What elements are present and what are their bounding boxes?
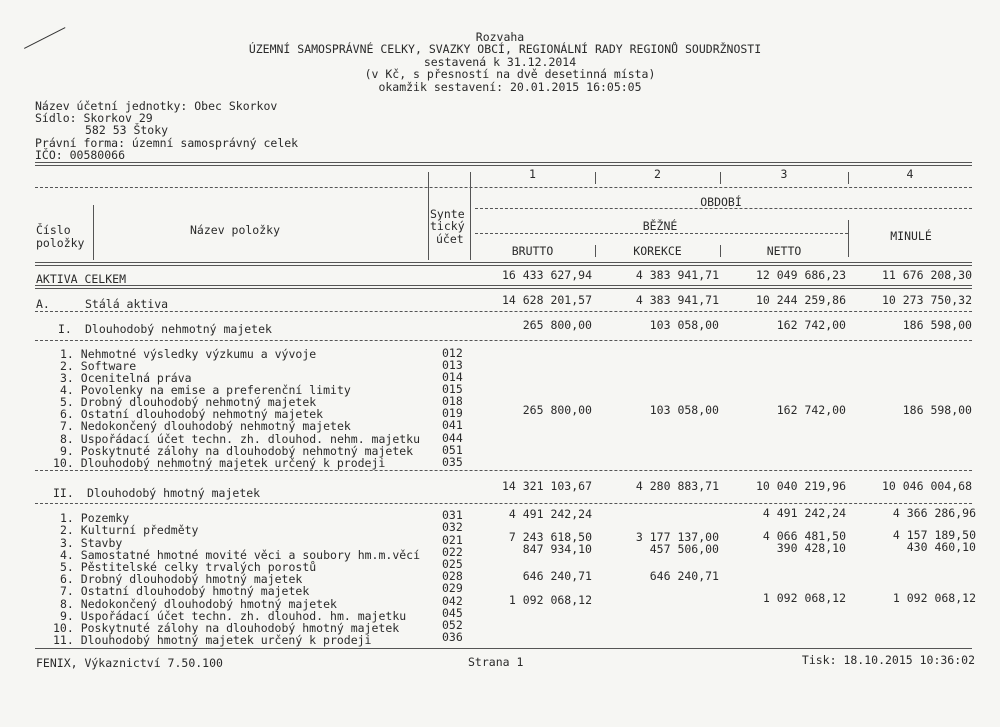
- footer-print: Tisk: 18.10.2015 10:36:02: [801, 653, 975, 667]
- item-account: 012: [442, 346, 463, 360]
- brutto-value: 265 800,00: [522, 318, 592, 332]
- netto-value: 4 066 481,50: [762, 529, 846, 543]
- item-label: 6. Ostatní dlouhodobý nehmotný majetek: [60, 407, 324, 421]
- minule-value: 430 460,10: [906, 540, 976, 554]
- col-ucet: účet: [436, 232, 464, 246]
- item-label: 9. Uspořádací účet techn. zh. dlouhod. hm. majetku: [60, 609, 407, 623]
- row-label: AKTIVA CELKEM: [36, 272, 127, 286]
- item-account: 044: [442, 431, 463, 445]
- col-nazev: Název položky: [190, 223, 281, 237]
- minule-value: 11 676 208,30: [881, 268, 972, 282]
- item-account: 021: [442, 533, 463, 547]
- report-moment: okamžik sestavení: 20.01.2015 16:05:05: [378, 80, 642, 94]
- item-label: 6. Drobný dlouhodobý hmotný majetek: [60, 572, 303, 586]
- item-account: 025: [442, 557, 463, 571]
- korekce-value: 4 280 883,71: [635, 479, 719, 493]
- item-account: 032: [442, 520, 463, 534]
- item-label: 3. Stavby: [60, 536, 123, 550]
- item-account: 015: [442, 382, 463, 396]
- bezne-rule: [475, 233, 848, 234]
- minule-value: 10 046 004,68: [881, 479, 972, 493]
- korekce-value: 3 177 137,00: [635, 530, 719, 544]
- row-rule: [35, 470, 972, 471]
- report-date: sestavená k 31.12.2014: [423, 55, 577, 69]
- netto-value: 390 428,10: [776, 541, 846, 555]
- item-label: 1. Nehmotné výsledky výzkumu a vývoje: [60, 347, 317, 361]
- item-account: 014: [442, 370, 463, 384]
- report-unit: (v Kč, s přesností na dvě desetinná místa): [364, 67, 656, 81]
- item-label: 8. Nedokončený dlouhodobý hmotný majetek: [60, 597, 337, 611]
- col-number-2: 2: [654, 167, 661, 181]
- item-label: 7. Nedokončený dlouhodobý nehmotný majetek: [60, 419, 351, 433]
- item-label: 2. Software: [60, 359, 137, 373]
- row-number: II.: [53, 486, 74, 500]
- korekce-value: 103 058,00: [649, 403, 719, 417]
- netto-value: 1 092 068,12: [762, 591, 846, 605]
- netto-value: 162 742,00: [776, 318, 846, 332]
- row-rule: [35, 340, 972, 341]
- header-separator: [428, 172, 429, 260]
- netto-value: 162 742,00: [776, 403, 846, 417]
- brutto-value: 4 491 242,24: [508, 507, 592, 521]
- header-separator: [848, 172, 849, 184]
- item-label: 3. Ocenitelná práva: [60, 371, 192, 385]
- item-account: 051: [442, 443, 463, 457]
- row-number: I.: [58, 322, 72, 336]
- minule-value: 4 157 189,50: [892, 528, 976, 542]
- item-label: 5. Pěstitelské celky trvalých porostů: [60, 560, 317, 574]
- footer-software: FENIX, Výkaznictví 7.50.100: [36, 656, 223, 670]
- item-account: 035: [442, 455, 463, 469]
- header-bottom-rule: [35, 262, 972, 266]
- brutto-value: 16 433 627,94: [501, 268, 592, 282]
- obdobi-rule: [475, 208, 972, 209]
- col-polozky: položky: [36, 236, 85, 250]
- netto-value: 10 244 259,86: [755, 293, 846, 307]
- row-rule: [35, 311, 972, 312]
- row-number: A.: [36, 297, 50, 311]
- netto-value: 12 049 686,23: [755, 268, 846, 282]
- col-number-4: 4: [906, 167, 914, 181]
- brutto-value: 847 934,10: [522, 542, 592, 556]
- col-synte: Synte: [430, 207, 465, 221]
- item-account: 045: [442, 606, 463, 620]
- row-rule: [35, 503, 972, 504]
- item-label: 7. Ostatní dlouhodobý hmotný majetek: [60, 584, 310, 598]
- entity-zip: 582 53 Štoky: [85, 123, 169, 137]
- minule-value: 186 598,00: [902, 318, 972, 332]
- col-bezne: BĚŽNÉ: [642, 219, 678, 233]
- row-rule: [35, 285, 972, 289]
- netto-value: 10 040 219,96: [755, 479, 846, 493]
- row-label: Dlouhodobý nehmotný majetek: [85, 322, 272, 336]
- item-account: 041: [442, 418, 463, 432]
- item-account: 052: [442, 618, 463, 632]
- row-label: Stálá aktiva: [85, 297, 169, 311]
- item-account: 028: [442, 569, 463, 583]
- header-separator: [93, 205, 94, 260]
- minule-value: 1 092 068,12: [892, 591, 976, 605]
- col-cislo: Číslo: [36, 223, 71, 237]
- item-account: 029: [442, 581, 463, 595]
- korekce-value: 4 383 941,71: [635, 268, 719, 282]
- row-label: Dlouhodobý hmotný majetek: [87, 486, 261, 500]
- entity-seat: Sídlo: Skorkov 29: [35, 111, 153, 125]
- item-account: 018: [442, 394, 463, 408]
- col-ticky: tický: [430, 219, 465, 233]
- col-korekce: KOREKCE: [633, 244, 682, 258]
- minule-value: 10 273 750,32: [881, 293, 972, 307]
- item-label: 4. Povolenky na emise a preferenční limity: [60, 383, 351, 397]
- col-brutto: BRUTTO: [511, 244, 554, 258]
- korekce-value: 457 506,00: [649, 542, 719, 556]
- brutto-value: 265 800,00: [522, 403, 592, 417]
- korekce-value: 646 240,71: [649, 569, 719, 583]
- header-separator: [595, 172, 596, 184]
- footer-page: Strana 1: [468, 655, 524, 669]
- col-obdobi: OBDOBÍ: [700, 195, 742, 209]
- brutto-value: 14 628 201,57: [501, 293, 592, 307]
- item-account: 019: [442, 406, 463, 420]
- col-minule: MINULÉ: [890, 229, 932, 243]
- item-label: 9. Poskytnuté zálohy na dlouhodobý nehmotný majetek: [60, 444, 414, 458]
- item-label: 8. Uspořádací účet techn. zh. dlouhod. nehm. majetku: [60, 432, 421, 446]
- minule-value: 186 598,00: [902, 403, 972, 417]
- item-label: 5. Drobný dlouhodobý nehmotný majetek: [60, 395, 317, 409]
- brutto-value: 14 321 103,67: [501, 479, 592, 493]
- korekce-value: 103 058,00: [649, 318, 719, 332]
- netto-value: 4 491 242,24: [762, 506, 846, 520]
- col-number-1: 1: [529, 167, 536, 181]
- item-label: 11. Dlouhodobý hmotný majetek určený k prodeji: [53, 633, 372, 647]
- pen-mark: [24, 27, 65, 49]
- item-account: 022: [442, 545, 463, 559]
- report-title: Rozvaha: [475, 30, 525, 44]
- item-label: 10. Dlouhodobý nehmotný majetek určený k prodeji: [53, 456, 386, 470]
- col-number-3: 3: [780, 167, 788, 181]
- header-top-rule: [35, 162, 972, 166]
- brutto-value: 1 092 068,12: [508, 593, 592, 607]
- header-separator: [720, 172, 721, 184]
- table-bottom-rule: [35, 648, 972, 649]
- item-label: 1. Pozemky: [60, 511, 130, 525]
- col-netto: NETTO: [766, 244, 802, 258]
- item-account: 042: [442, 594, 463, 608]
- korekce-value: 4 383 941,71: [635, 293, 719, 307]
- item-account: 036: [442, 630, 463, 644]
- item-label: 10. Poskytnuté zálohy na dlouhodobý hmotný majetek: [53, 621, 400, 635]
- entity-ico: IČO: 00580066: [35, 148, 126, 162]
- item-account: 031: [442, 508, 463, 522]
- item-account: 013: [442, 358, 463, 372]
- entity-name: Název účetní jednotky: Obec Skorkov: [35, 99, 278, 113]
- minule-value: 4 366 286,96: [892, 506, 976, 520]
- item-label: 4. Samostatné hmotné movité věci a soubory hm.m.věcí: [60, 548, 421, 562]
- brutto-value: 7 243 618,50: [508, 530, 592, 544]
- report-subtitle: ÚZEMNÍ SAMOSPRÁVNÉ CELKY, SVAZKY OBCÍ, REGIONÁLNÍ RADY REGIONŮ SOUDRŽNOSTI: [248, 42, 762, 56]
- header-mid-rule: [35, 187, 972, 188]
- brutto-value: 646 240,71: [522, 569, 592, 583]
- item-label: 2. Kulturní předměty: [60, 523, 199, 537]
- entity-legal-form: Právní forma: územní samosprávný celek: [35, 136, 299, 150]
